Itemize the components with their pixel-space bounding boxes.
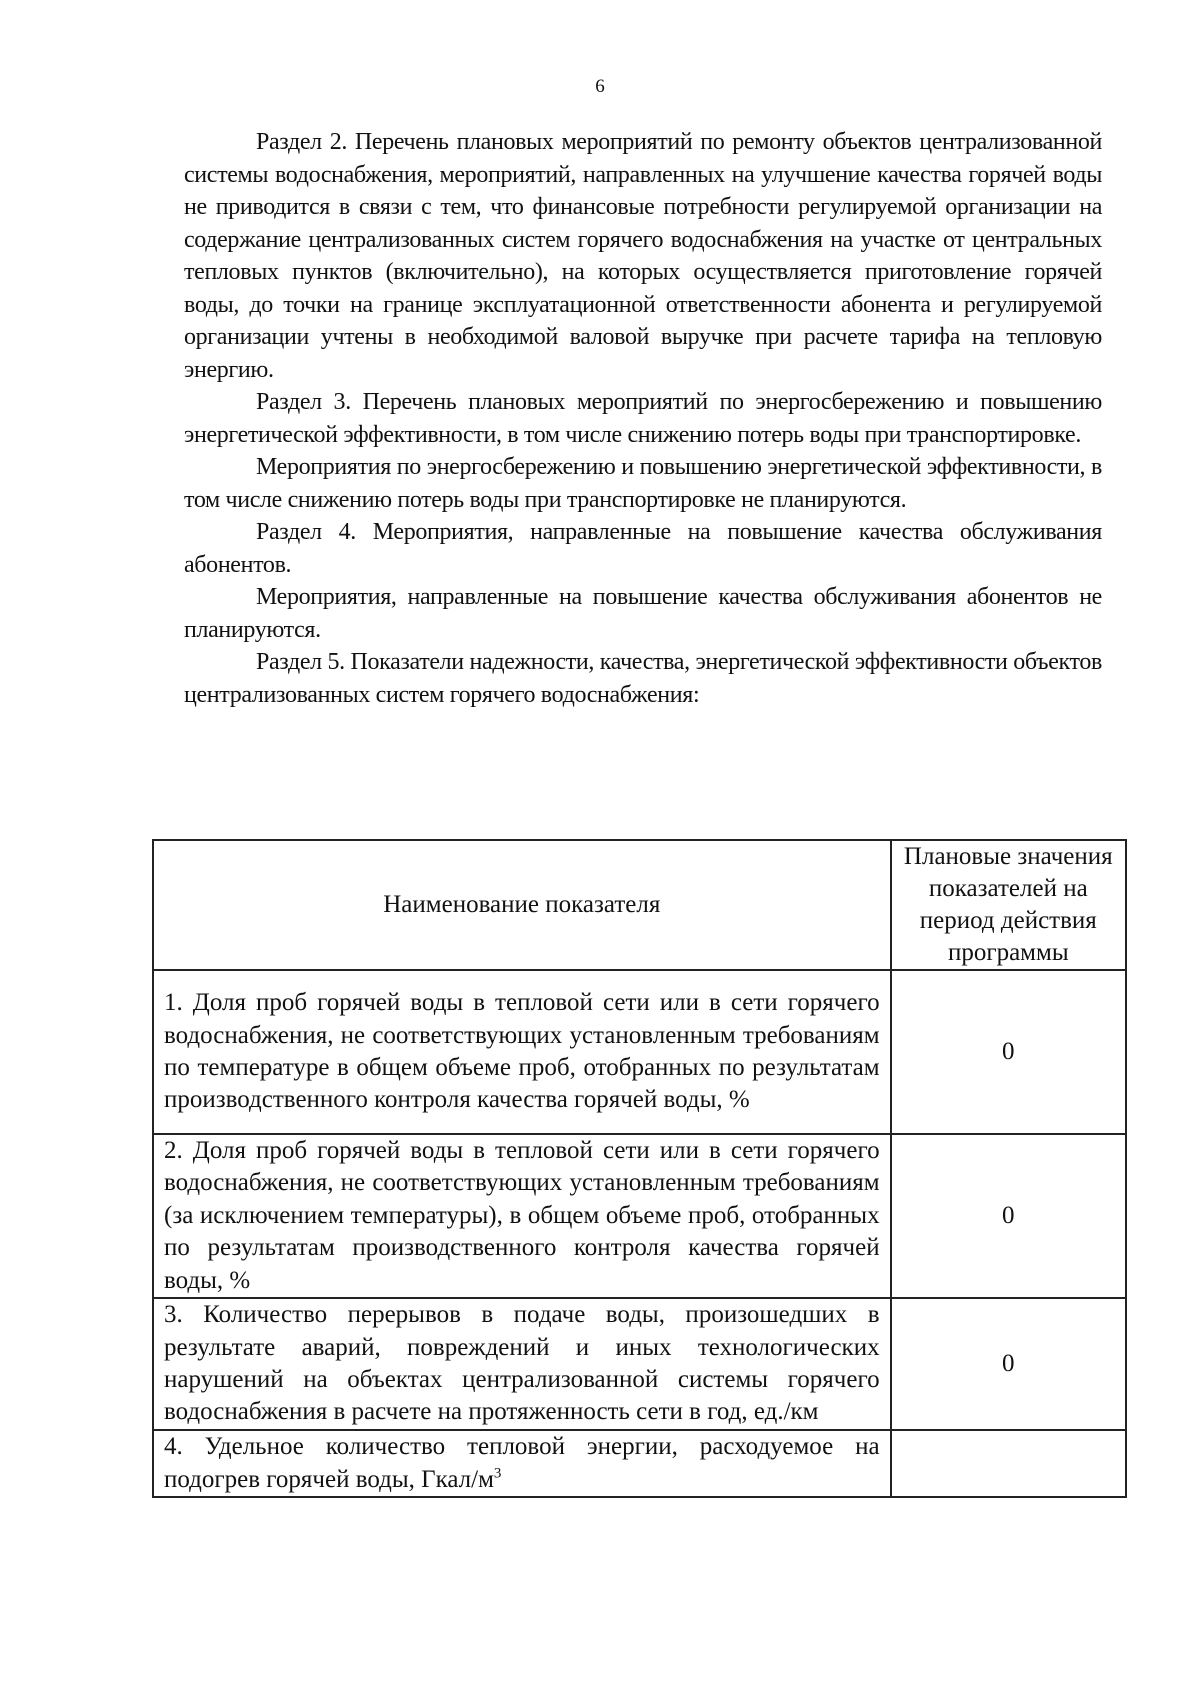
paragraph-section-3: Раздел 3. Перечень плановых мероприятий по энергосбережению и повышению энергетической эффективности, в том числе снижению потерь воды при транспортировке. xyxy=(184,389,1102,448)
header-planned-values: Плановые значения показателей на период действия программы xyxy=(891,840,1126,970)
paragraph-energy-measures: Мероприятия по энергосбережению и повышению энергетической эффективности, в том числе снижению потерь воды при транспортировке не планируются. xyxy=(184,454,1102,513)
indicator-name-text: 4. Удельное количество тепловой энергии, расходуемое на подогрев горячей воды, Гкал/м xyxy=(164,1433,880,1493)
table-row xyxy=(153,1430,1126,1497)
indicator-name-cell xyxy=(153,1430,891,1497)
header-indicator-name: Наименование показателя xyxy=(153,840,891,970)
unit-superscript: 3 xyxy=(493,1465,502,1482)
indicator-value-cell: 0 xyxy=(891,970,1126,1134)
indicator-name-cell: 3. Количество перерывов в подаче воды, произошедших в результате аварий, повреждений и иных технологических нарушений на объектах централизованной системы горячего водоснабжения в расчете на протяженность сети в год, ед./км xyxy=(153,1298,891,1430)
indicator-name-cell: 1. Доля проб горячей воды в тепловой сети или в сети горячего водоснабжения, не соответствующих установленным требованиям по температуре в общем объеме проб, отобранных по результатам производственного контроля качества горячей воды, % xyxy=(153,970,891,1134)
indicator-value-cell: 0 xyxy=(891,1134,1126,1298)
indicator-name-cell: 2. Доля проб горячей воды в тепловой сети или в сети горячего водоснабжения, не соответствующих установленным требованиям (за исключением температуры), в общем объеме проб, отобранных по результатам производственного контроля качества горячей воды, % xyxy=(153,1134,891,1298)
indicator-value-cell xyxy=(891,1430,1126,1497)
paragraph-section-5: Раздел 5. Показатели надежности, качества, энергетической эффективности объектов централизованных систем горячего водоснабжения: xyxy=(184,649,1102,708)
indicators-table xyxy=(152,839,1127,1498)
table-header-row xyxy=(153,840,1126,970)
page-number: 6 xyxy=(595,76,605,97)
paragraph-service-measures: Мероприятия, направленные на повышение качества обслуживания абонентов не планируются. xyxy=(184,584,1102,643)
table-row xyxy=(153,1134,1126,1298)
paragraph-section-2: Раздел 2. Перечень плановых мероприятий по ремонту объектов централизованной системы водоснабжения, мероприятий, направленных на улучшение качества горячей воды не приводится в связи с тем, что финансовые потребности регулируемой организации на содержание централизованных систем горячего водоснабжения на участке от центральных тепловых пунктов (включительно), на которых осуществляется приготовление горячей воды, до точки на границе эксплуатационной ответственности абонента и регулируемой организации учтены в необходимой валовой выручке при расчете тарифа на тепловую энергию. xyxy=(184,129,1102,383)
paragraph-section-4: Раздел 4. Мероприятия, направленные на повышение качества обслуживания абонентов. xyxy=(184,519,1102,578)
table-row xyxy=(153,970,1126,1134)
indicator-value-cell: 0 xyxy=(891,1298,1126,1430)
document-body xyxy=(184,126,1102,711)
table-row xyxy=(153,1298,1126,1430)
